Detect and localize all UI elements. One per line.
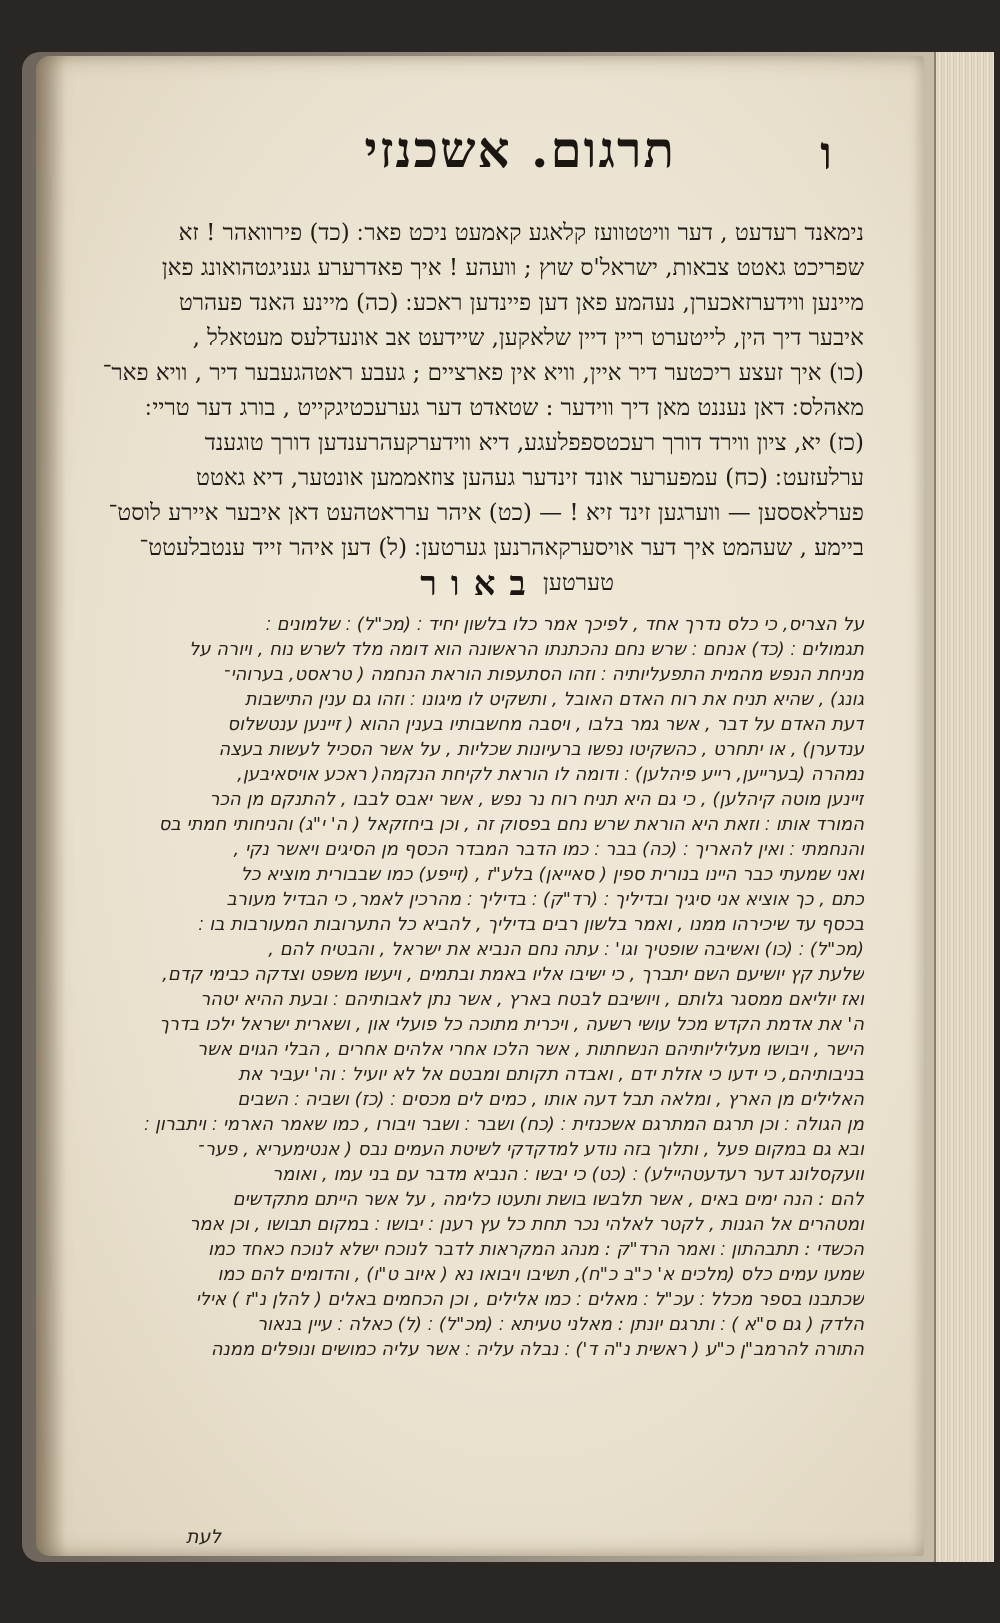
translation-line: ערלעזעט ׃ (כח) עמפערער אונד זינדער געהען צוזאממען אונטער, דיא גאטט xyxy=(196,465,864,491)
commentary-line: שלעת קץ יושיעם השם יתברך , כי ישיבו אליו באמת ובתמים , ויעשו משפט וצדקה כבימי קדם, xyxy=(162,964,864,985)
translation-line: מאהלס ׃ דאן נעננט מאן דיך ווידער : שטאדט דער גערעכטיגקייט , בורג דער טריי ׃ xyxy=(145,395,864,421)
commentary-line: (מכ"ל) ׃ (כו) ואשיבה שופטיך וגו' ׃ עתה נחם הנביא את ישראל , והבטיח להם , xyxy=(268,939,864,960)
page-number: ו xyxy=(820,126,832,180)
book-page xyxy=(36,56,924,1556)
commentary-line: תגמולים ׃ (כד) אנחם ׃ שרש נחם נהכתנתו הראשונה הוא דומה מלד לשרש נוח , ויורה על xyxy=(189,639,864,660)
commentary-line: ואז יוליאם ממסגר גלותם , ויושיבם לבטח בארץ , אשר נתן לאבותיהם ׃ ובעת ההיא יטהר xyxy=(200,989,864,1010)
commentary-line: מניחת הנפש מהמית התפעליותיה ׃ וזהו הסתעפות הוראת הנחמה ( טראסט, בערוהי־ xyxy=(224,664,864,685)
translation-line: שפריכט גאטט צבאות, ישראל'ס שוץ ; וועהע ! איך פאדרערע געניגטהואונג פאן xyxy=(161,255,864,281)
commentary-text xyxy=(64,612,864,1412)
commentary-line xyxy=(64,1387,864,1412)
commentary-line: מן הגולה ׃ וכן תרגם המתרגם אשכנזית ׃ (כח) ושבר ׃ ושבר ויבורו , כמו שאמר הארמי ׃ ויתברון ׃ xyxy=(143,1114,864,1135)
translation-line: איבער דיך הין, לייטערט ריין דיין שלאקען, שיידעט אב אונעדלעס מעטאלל , xyxy=(192,325,864,351)
commentary-line: ובא גם במקום פעל , ותלוך בזה נודע למדקדקי לשיטת העמים נבס ( אנטימעריא , פער־ xyxy=(198,1139,864,1160)
translation-line: פערלאססען — ווערגען זינד זיא ! — (כט) איהר ערראטהעט דאן איבער איירע לוסט־ xyxy=(108,500,864,526)
commentary-line: הכשדי : תתבהתון ׃ ואמר הרד"ק : מנהג המקראות לדבר לנוכח ישלא לנוכח כאחד כמו xyxy=(208,1239,864,1260)
commentary-line: דעת האדם על דבר , אשר גמר בלבו , ויסבה מחשבותיו בענין ההוא ( זיינען ענטשלוס xyxy=(227,714,864,735)
commentary-line: ומטהרים אל הגנות , לקטר לאלהי נכר תחת כל עץ רענן ׃ יבושו ׃ במקום תבושו , וכן אמר xyxy=(189,1214,864,1235)
translation-line: נימאנד רעדעט , דער וויטטוועז קלאגע קאמעט ניכט פאר ׃ (כד) פירוואהר ! זא xyxy=(178,220,864,246)
translation-line: ביימע , שעהמט איך דער אויסערקאהרנען גערטען ׃ (ל) דען איהר זייד ענטבלעטט־ xyxy=(139,535,864,561)
page-edges-right xyxy=(934,52,994,1562)
commentary-line: גונג) , שהיא תניח את רוח האדם האובל , ותשקיט לו מיגונו ׃ וזהו גם ענין התישבות xyxy=(244,689,864,710)
commentary-line: ענדערן) , או יתחרט , כהשקיטו נפשו ברעיונות שכליות , על אשר הסכיל לעשות בעצה xyxy=(218,739,864,760)
translation-line: (כו) איך זעצע ריכטער דיר איין, וויא אין פארציים ; געבע ראטהגעבער דיר , וויא פאר־ xyxy=(102,360,864,386)
commentary-line: בכסף עד שיכירהו ממנו , ואמר בלשון רבים בדיליך , להביא כל התערובות המעורבות בו ׃ xyxy=(198,914,864,935)
section-heading: באור xyxy=(420,564,540,604)
running-title: תרגום. אשכנזי xyxy=(364,120,676,179)
commentary-line: ואני שמעתי כבר היינו בנורית ספין ( סאייאן) בלע"ז , (זייפע) כמו שבבורית מוציא כל xyxy=(240,864,864,885)
commentary-line: זיינען מוטה קיהלען) , כי גם היא תניח רוח נר נפש , אשר יאבס לבבו , להתנקם מן הכר xyxy=(209,789,864,810)
commentary-line: בניבותיהם, כי ידעו כי אזלת ידם , ואבדה תקותם ומבטם אל לא יועיל ׃ וה' יעביר את xyxy=(238,1064,864,1085)
commentary-line: כתם , כך אוציא אני סיגיך ובדיליך ׃ (רד"ק) ׃ בדיליך ׃ מהרכין לאמר, כי הבדיל מעורב xyxy=(226,889,864,910)
catchword: לעת xyxy=(186,1526,222,1548)
translation-line: מיינען ווידערזאכערן, נעהמע פאן דען פיינדען ראכע ׃ (כה) מיינע האנד פעהרט xyxy=(178,290,864,316)
commentary-line xyxy=(64,1362,864,1387)
translation-line: (כז) יא, ציון ווירד דורך רעכטספפלעגע, דיא ווידערקעהרענדען דורך טוגענד xyxy=(204,430,864,456)
commentary-line: התורה להרמב"ן כ"ע ( ראשית נ"ה ד') ׃ נבלה עליה ׃ אשר עליה כמושים ונופלים ממנה xyxy=(210,1339,864,1360)
commentary-line: שכתבנו בספר מכלל ׃ עכ"ל ׃ מאלים ׃ כמו אלילים , וכן הכחמים באלים ( להלן נ"ז ) אילי xyxy=(195,1289,864,1310)
commentary-line: המורד אותו ׃ וזאת היא הוראת שרש נחם בפסוק זה , וכן ביחזקאל ( ה' י"ג) והניחותי חמתי בס xyxy=(158,814,864,835)
commentary-line: וועקסלונג דער רעדעטהיילע) ׃ (כט) כי יבשו ׃ הנביא מדבר עם בני עמו , ואומר xyxy=(272,1164,864,1185)
commentary-line: להם : הנה ימים באים , אשר תלבשו בושת ותעטו כלימה , על אשר הייתם מתקדשים xyxy=(232,1189,864,1210)
commentary-line: האלילים מן הארץ , ומלאה תבל דעה אותו , כמים לים מכסים ׃ (כז) ושביה ׃ השבים xyxy=(237,1089,864,1110)
page-header xyxy=(166,120,866,180)
commentary-line: ה' את אדמת הקדש מכל עושי רשעה , ויכרית מתוכה כל פועלי און , ושארית ישראל ילכו בדרך xyxy=(159,1014,864,1035)
commentary-line: על הצריס, כי כלס נדרך אחד , לפיכך אמר כלו בלשון יחיד ׃ (מכ"ל) ׃ שלמונים ׃ xyxy=(265,614,864,635)
commentary-line: הלדק ( גם ס"א ) ׃ ותרגם יונתן : מאלני טעיתא ׃ (מכ"ל) ׃ (ל) כאלה ׃ עיין בנאור xyxy=(257,1314,864,1335)
translation-line: טערטען xyxy=(543,570,614,596)
translation-text xyxy=(64,216,864,601)
commentary-line: שמעו עמים כלס (מלכים א' כ"ב כ"ח), תשיבו ויבואו נא ( איוב ט"ו) , והדומים להם כמו xyxy=(217,1264,864,1285)
commentary-line: והנחמתי ׃ ואין להאריך ׃ (כה) בבר ׃ כמו הדבר המבדר הכסף מן הסיגים ויאשר נקי , xyxy=(233,839,864,860)
commentary-line: הישר , ויבושו מעליליותיהם הנשחתות , אשר הלכו אחרי אלהים אחרים , הבלי הגוים אשר xyxy=(196,1039,864,1060)
commentary-line: נמהרה (בערייען, רייע פיהלען) ׃ ודומה לו הוראת לקיחת הנקמה( ראכע אויסאיבען, xyxy=(237,764,864,785)
